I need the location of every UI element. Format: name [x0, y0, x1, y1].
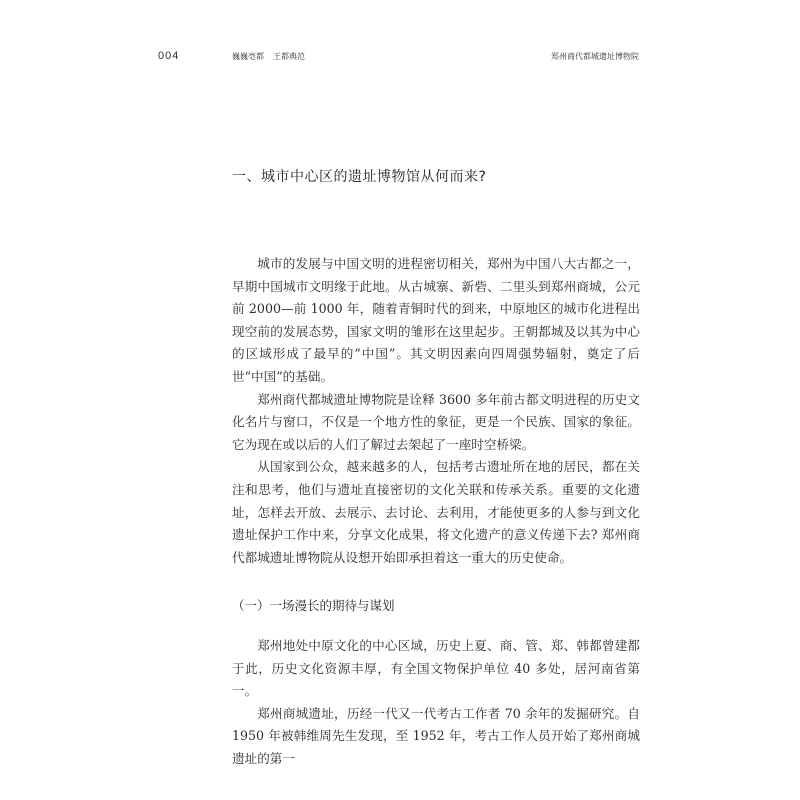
subsection-body — [232, 635, 640, 771]
subsection-title: （一）一场漫长的期待与谋划 — [232, 598, 395, 613]
book-title-header — [232, 51, 305, 62]
paragraph: 从国家到公众，越来越多的人，包括考古遗址所在地的居民，都在关注和思考，他们与遗址直接密切的文化关联和传承关系。重要的文化遗址，怎样去开放、去展示、去讨论、去利用，才能使更多的人参与到文化遗址保护工作中来，分享文化成果，将文化遗产的意义传递下去? 郑州商代都城遗址博物院从设想开始即承担着这一重大的历史使命。 — [232, 459, 640, 565]
paragraph: 郑州地处中原文化的中心区域，历史上夏、商、管、郑、韩都曾建都于此，历史文化资源丰厚，有全国文物保护单位 40 多处，居河南省第一。 — [232, 638, 640, 699]
museum-name-header: 郑州商代都城遗址博物院 — [551, 52, 639, 61]
book-subtitle: 王都典范 — [273, 52, 305, 61]
page-number: 004 — [158, 50, 180, 62]
book-title: 巍巍亳都 — [232, 52, 264, 61]
section-title: 一、城市中心区的遗址博物馆从何而来? — [232, 169, 487, 185]
paragraph: 城市的发展与中国文明的进程密切相关，郑州为中国八大古都之一，早期中国城市文明缘于此地。从古城寨、新砦、二里头到郑州商城，公元前 2000—前 1000 年，随着青铜时代的到来，中原地区的城市化进程出现空前的发展态势，国家文明的雏形在这里起步。王朝都城及以其为中心的区域形成了最早的“中国”。其文明因素向四周强势辐射，奠定了后世“中国”的基础。 — [232, 256, 640, 384]
paragraph: 郑州商代都城遗址博物院是诠释 3600 多年前古都文明进程的历史文化名片与窗口，不仅是一个地方性的象征，更是一个民族、国家的象征。它为现在或以后的人们了解过去架起了一座时空桥梁。 — [232, 391, 640, 452]
running-header — [0, 50, 800, 68]
paragraph: 郑州商城遗址，历经一代又一代考古工作者 70 余年的发掘研究。自 1950 年被韩维周先生发现，至 1952 年，考古工作人员开始了郑州商城遗址的第一 — [232, 705, 640, 766]
section-body — [232, 253, 640, 569]
